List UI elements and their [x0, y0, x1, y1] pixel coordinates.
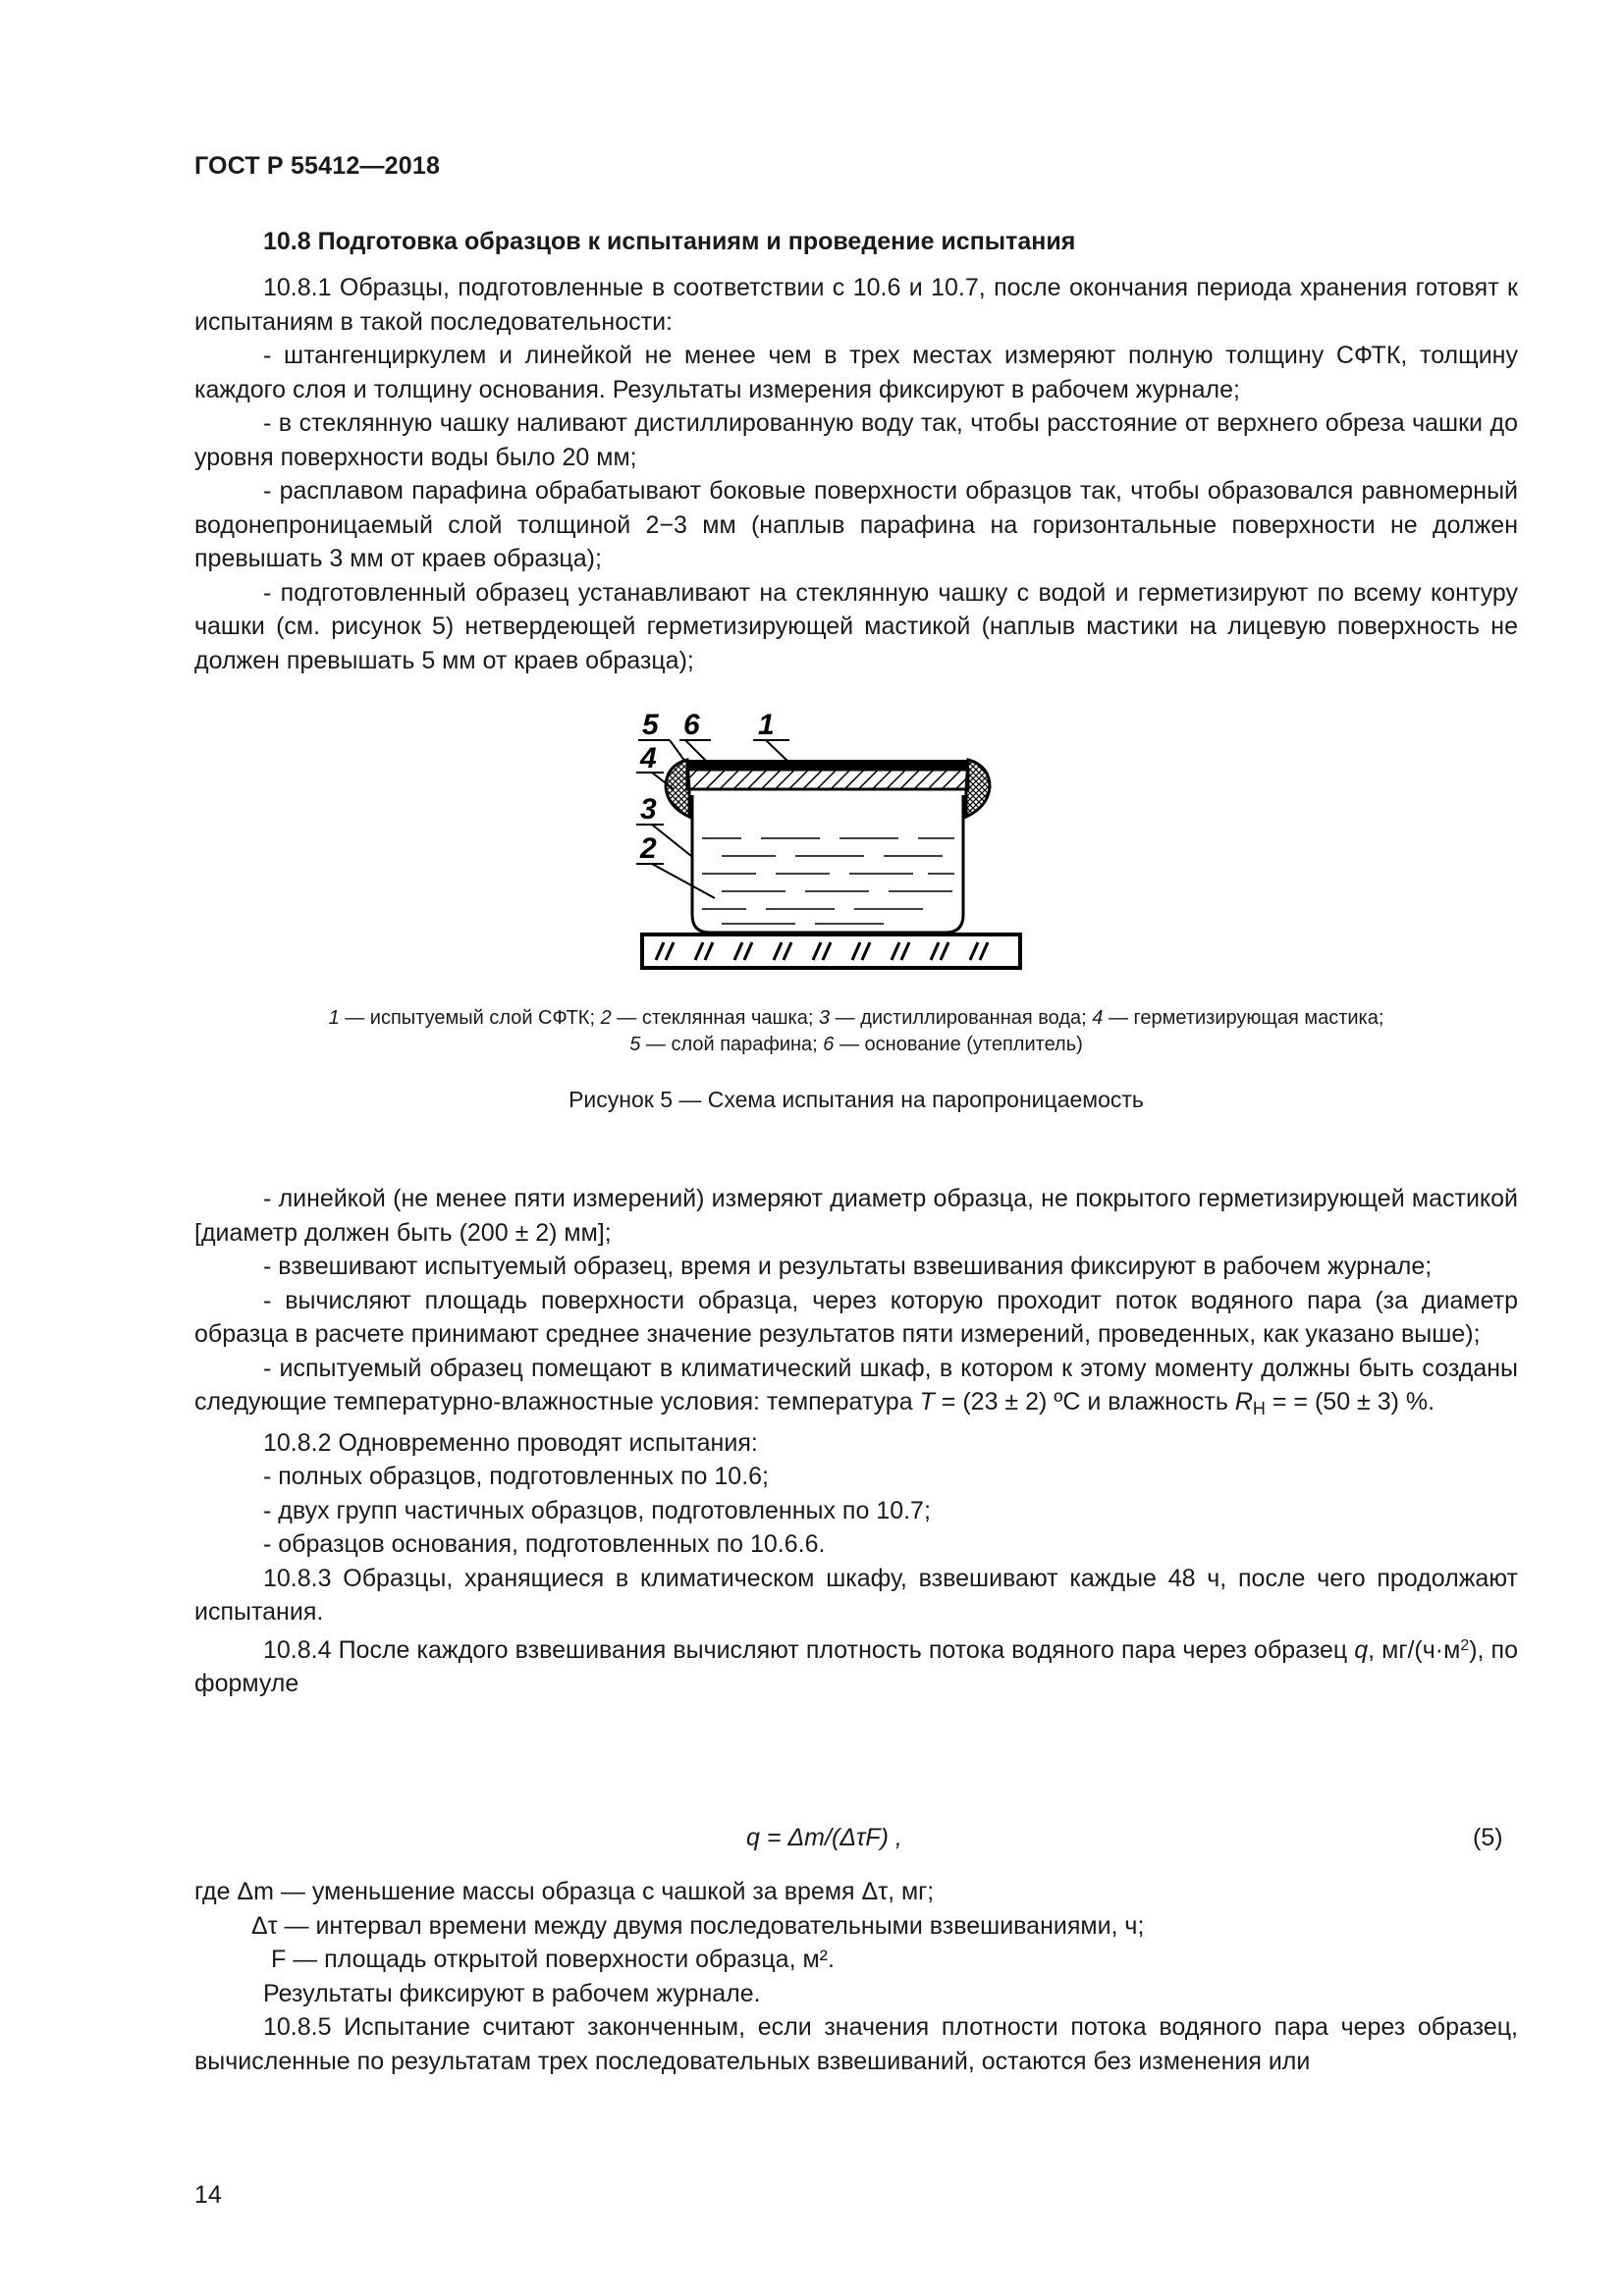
legend-number: 6	[823, 1034, 835, 1055]
paragraphs-mid	[194, 1182, 1518, 1701]
paragraph: 10.8.3 Образцы, хранящиеся в климатическом шкафу, взвешивают каждые 48 ч, после чего продолжают испытания.	[194, 1564, 1518, 1626]
sample-hatched-layer	[687, 770, 968, 789]
text-run: ), по формуле	[194, 1635, 1518, 1697]
formula-number: (5)	[1473, 1824, 1503, 1851]
where-line: F — площадь открытой поверхности образца, м².	[271, 1946, 835, 1973]
water-lines	[702, 838, 954, 924]
line: - полных образцов, подготовленных по 10.6;	[263, 1463, 769, 1490]
paragraph: 10.8.1 Образцы, подготовленные в соответствии с 10.6 и 10.7, после окончания периода хранения готовят к испытаниям в такой последовательности:	[194, 274, 1518, 336]
where-line: где Δm — уменьшение массы образца с чашкой за время Δτ, мг;	[194, 1878, 935, 1905]
legend-text: — основание (утеплитель)	[834, 1034, 1083, 1055]
paragraph: - вычисляют площадь поверхности образца, через которую проходит поток водяного пара (за диаметр образца в расчете принимают среднее значение результатов пяти измерений, проведенных, как указано выше);	[194, 1286, 1518, 1348]
mastic-right	[966, 760, 990, 817]
paragraph-formula-intro	[194, 1629, 1518, 1701]
legend-text: — слой парафина;	[640, 1034, 824, 1055]
paragraph: - в стеклянную чашку наливают дистиллированную воду так, чтобы расстояние от верхнего обреза чашки до уровня поверхности воды было 20 мм;	[194, 409, 1518, 471]
figure-legend-line-1	[194, 1005, 1518, 1032]
legend-text: — дистиллированная вода;	[830, 1007, 1093, 1029]
line: 10.8.2 Одновременно проводят испытания:	[263, 1428, 758, 1457]
formula: q = Δm/(ΔτF) ,	[746, 1824, 902, 1851]
superscript: 2	[1460, 1636, 1470, 1654]
paragraph: - взвешивают испытуемый образец, время и результаты взвешивания фиксируют в рабочем журнале;	[263, 1253, 1433, 1280]
legend-number: 1	[328, 1007, 340, 1029]
line: Результаты фиксируют в рабочем журнале.	[263, 1979, 761, 2007]
text-run: - испытуемый образец помещают в климатический шкаф, в котором к этому моменту должны быть созданы следующие температурно-влажностные условия: температура	[194, 1354, 1518, 1415]
legend-text: — стеклянная чашка;	[611, 1007, 819, 1029]
figure-label: 4	[640, 742, 657, 774]
line: - двух групп частичных образцов, подготовленных по 10.7;	[263, 1496, 931, 1524]
figure-diagram	[628, 699, 1031, 974]
page-number: 14	[194, 2181, 222, 2209]
sample-top-layer	[687, 760, 968, 770]
line: - образцов основания, подготовленных по 10.6.6.	[263, 1530, 826, 1558]
base-plate	[642, 934, 1020, 968]
symbol-R: R	[1234, 1388, 1253, 1415]
legend-number: 5	[629, 1034, 641, 1055]
figure-label: 3	[640, 793, 657, 826]
paragraph: - штангенциркулем и линейкой не менее чем в трех местах измеряют полную толщину СФТК, толщину каждого слоя и толщину основания. Результаты измерения фиксируют в рабочем журнале;	[194, 342, 1518, 403]
paragraph: - расплавом парафина обрабатывают боковые поверхности образцов так, чтобы образовался равномерный водонепроницаемый слой толщиной 2−3 мм (наплыв парафина на горизонтальные поверхности не должен превышать 3 мм от краев образца);	[194, 477, 1518, 572]
legend-number: 4	[1092, 1007, 1104, 1029]
figure-label: 2	[640, 832, 657, 865]
paragraph: 10.8.5 Испытание считают законченным, если значения плотности потока водяного пара через образец, вычисленные по результатам трех последовательных взвешиваний, остаются без изменения или	[194, 2013, 1518, 2075]
figure-label: 1	[758, 709, 775, 741]
legend-number: 3	[818, 1007, 831, 1029]
legend-text: — герметизирующая мастика;	[1103, 1007, 1384, 1029]
paragraphs-top	[194, 271, 1518, 677]
mastic-left	[666, 760, 689, 817]
glass-cup	[692, 795, 963, 933]
symbol-q: q	[1354, 1635, 1369, 1664]
paragraph: - линейкой (не менее пяти измерений) измеряют диаметр образца, не покрытого герметизирующей мастикой [диаметр должен быть (200 ± 2) мм];	[194, 1185, 1518, 1247]
symbol-T: T	[919, 1388, 935, 1415]
section-title: 10.8 Подготовка образцов к испытаниям и проведение испытания	[263, 228, 1076, 255]
figure-title: Рисунок 5 — Схема испытания на паропроницаемость	[568, 1087, 1144, 1112]
where-line: Δτ — интервал времени между двумя последовательными взвешиваниями, ч;	[251, 1911, 1145, 1940]
paragraph: - подготовленный образец устанавливают на стеклянную чашку с водой и герметизируют по всему контуру чашки (см. рисунок 5) нетвердеющей герметизирующей мастикой (наплыв мастики на лицевую поверхность не должен превышать 5 мм от краев образца);	[194, 578, 1518, 674]
subscript: H	[1252, 1399, 1266, 1418]
text-run: , мг/(ч·м	[1368, 1635, 1461, 1664]
figure-label: 5	[642, 709, 659, 741]
text-run: 10.8.4 После каждого взвешивания вычисляют плотность потока водяного пара через образец	[263, 1635, 1355, 1664]
paragraphs-bottom	[194, 1875, 1518, 2078]
legend-number: 2	[600, 1007, 612, 1029]
paragraph-climate	[194, 1352, 1518, 1426]
figure-legend-line-2	[194, 1032, 1518, 1058]
figure-label: 6	[683, 709, 700, 741]
text-run: = = (50 ± 3) %.	[1265, 1388, 1435, 1415]
text-run: = (23 ± 2) ºС и влажность	[934, 1388, 1235, 1415]
document-header: ГОСТ Р 55412—2018	[194, 152, 441, 180]
legend-text: — испытуемый слой СФТК;	[339, 1007, 601, 1029]
